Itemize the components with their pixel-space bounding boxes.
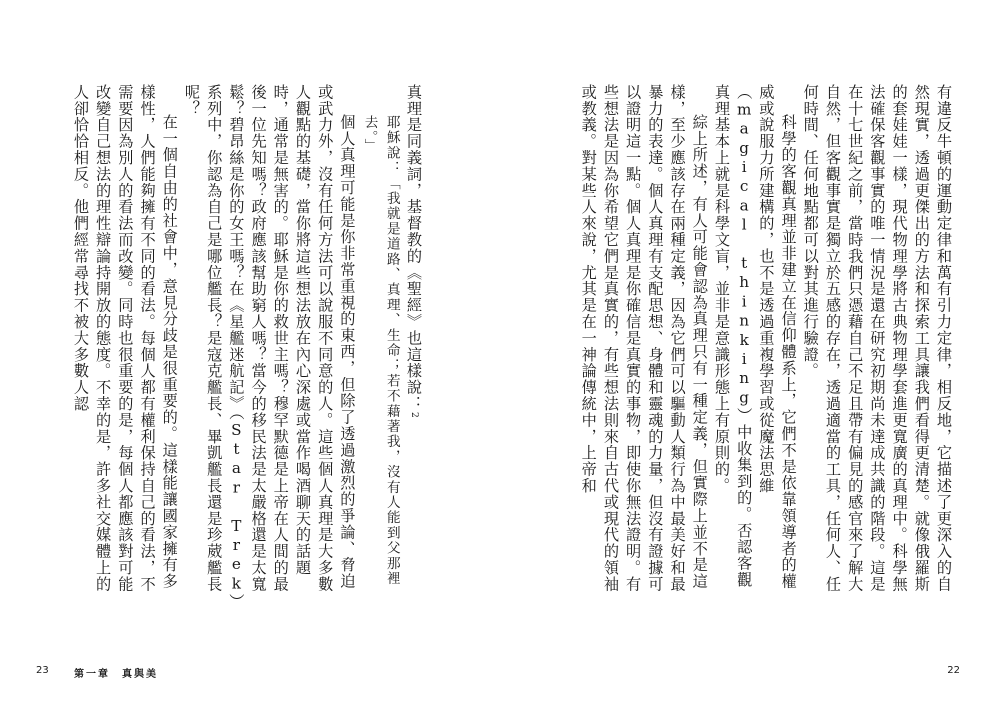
intro-line — [403, 84, 425, 604]
running-head: 第一章 真與美 — [74, 669, 158, 680]
paragraph: 科學的客觀真理並非建立在信仰體系上，它們不是依靠領導者的權威或說服力所建構的，也不是透過重複學習或從魔法思維（magical thinking）中收集到的。否認客觀真理基本上就是科學文盲，並非是意識形態上有原則的。 — [712, 84, 798, 590]
paragraph: 在一個自由的社會中，意見分歧是很重要的。這樣能讓國家擁有多樣性，人們能夠擁有不同的看法。每個人都有權利保持自己的看法，不需要因為別人的看法而改變。同時也很重要的是，每個人都應該對可能改變自己想法的理性辯論持開放的態度。不幸的是，許多社交媒體上的人卻恰恰相反。他們經常尋找不被大多數人認 — [71, 84, 179, 593]
paragraph: 個人真理可能是你非常重視的東西，但除了透過激烈的爭論、脅迫或武力外，沒有任何方法可以說服不同意的人。這些個人真理是大多數人觀點的基礎，當你將這些想法放在內心深處或當作喝酒聊天的話題時，通常是無害的。耶穌是你的救世主嗎？穆罕默德是上帝在人間的最後一位先知嗎？政府應該幫助窮人嗎？當今的移民法是太嚴格還是太寬鬆？碧昂絲是你的女王嗎？在《星艦迷航記》（Star Trek）系列中，你認為自己是哪位艦長？是寇克艦長、畢凱艦長還是珍葳艦長呢？ — [182, 84, 357, 603]
left-page-body — [54, 84, 425, 604]
right-page-body — [574, 84, 955, 604]
page-number-left: 23 — [36, 665, 49, 676]
paragraph: 有違反牛頓的運動定律和萬有引力定律，相反地，它描述了更深入的自然現實，透過更傑出的方法和探索工具讓我們看得更清楚。就像俄羅斯的套娃娃一樣，現代物理學將古典物理學套進更寬廣的真理中。科學無法確保客觀事實的唯一情況是還在研究初期尚未達成共識的階段。這是在十七世紀之前，當時我們只憑藉自己不足且帶有偏見的感官來了解大自然，但客觀事實是獨立於五感的存在，透過適當的工具，任何人、任何時間、任何地點都可以對其進行驗證。 — [801, 84, 953, 593]
page-number-right: 22 — [947, 665, 960, 676]
right-page — [500, 0, 1000, 709]
intro-text: 真理是同義詞，基督教的《聖經》也這樣說： — [405, 84, 423, 412]
bible-quote: 耶穌說：「我就是道路、真理、生命；若不藉著我，沒有人能到父那裡去。」 — [361, 115, 400, 587]
footnote-mark: 2 — [409, 412, 419, 419]
paragraph: 綜上所述，有人可能會認為真理只有一種定義，但實際上並不是這樣，至少應該存在兩種定義，因為它們可以驅動人類行為中最美好和最暴力的表達。個人真理有支配思想、身體和靈魂的力量，但沒有證據可以證明這一點。個人真理是你確信是真實的事物，即使你無法證明。有些想法是因為你希望它們是真實的，有些想法則來自古代或現代的領袖或教義。對某些人來說，尤其是在一神論傳統中，上帝和 — [579, 84, 709, 593]
